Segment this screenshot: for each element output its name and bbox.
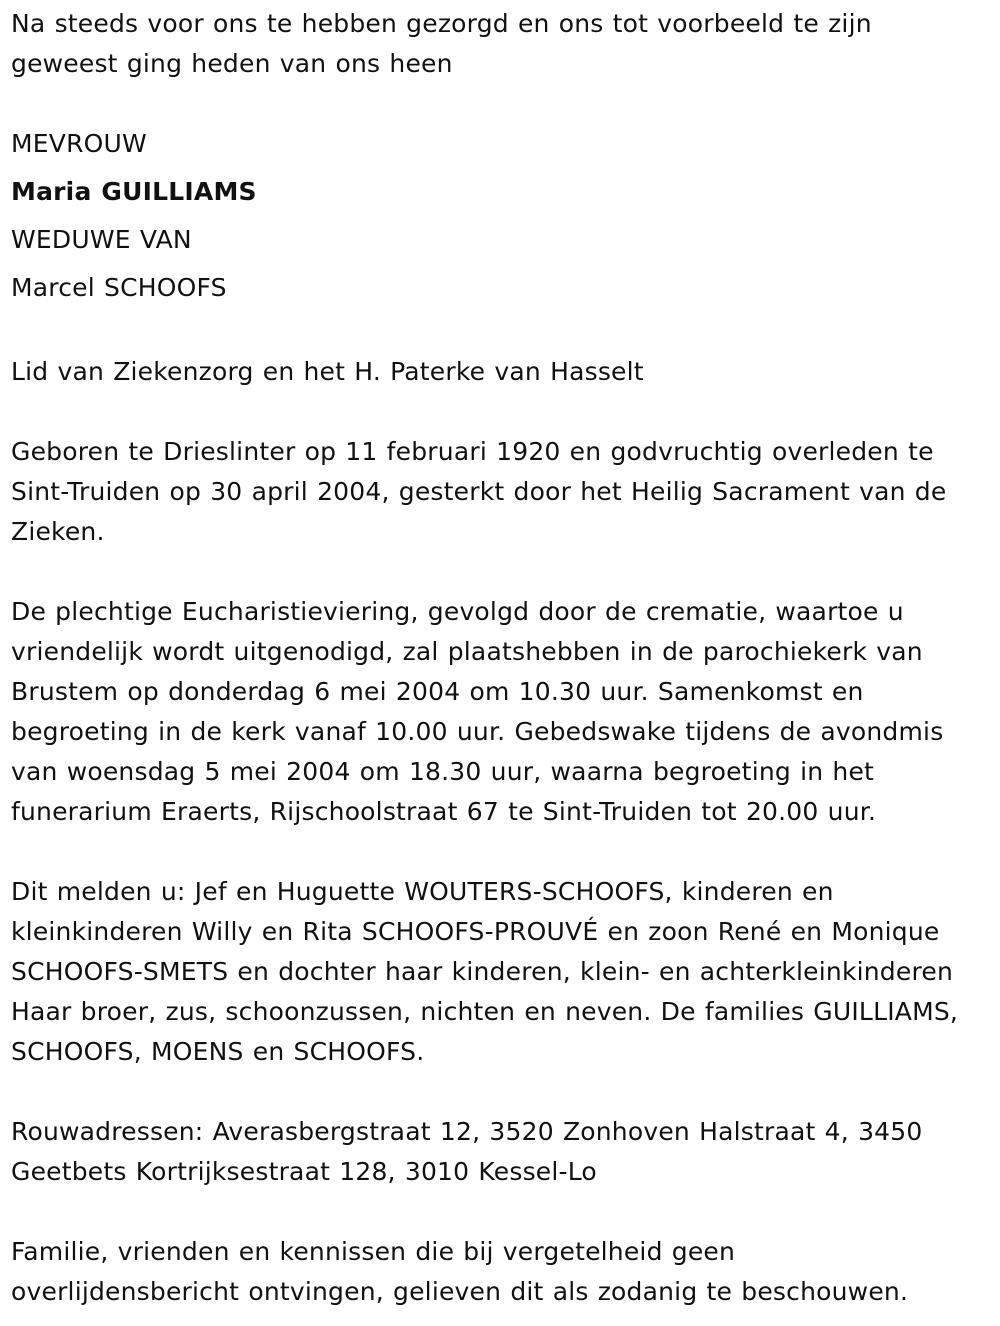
address-line: Geetbets Kortrijksestraat 128, 3010 Kessel-Lo: [11, 1157, 597, 1186]
ceremony-line: funerarium Eraerts, Rijschoolstraat 67 te Sint-Truiden tot 20.00 uur.: [11, 797, 877, 826]
paragraph-spacer: [11, 552, 993, 592]
birth-death-line: Geboren te Drieslinter op 11 februari 1920 en godvruchtig overleden te: [11, 437, 934, 466]
family-line: SCHOOFS, MOENS en SCHOOFS.: [11, 1037, 425, 1066]
intro-line: Na steeds voor ons te hebben gezorgd en ons tot voorbeeld te zijn: [11, 9, 872, 38]
paragraph-spacer: [11, 84, 993, 124]
paragraph-spacer: [11, 1072, 993, 1112]
family-line: kleinkinderen Willy en Rita SCHOOFS-PROUVÉ en zoon René en Monique: [11, 917, 940, 946]
intro-paragraph: [11, 4, 993, 84]
ceremony-line: van woensdag 5 mei 2004 om 18.30 uur, waarna begroeting in het: [11, 757, 875, 786]
ceremony-paragraph: [11, 592, 993, 832]
membership-paragraph: [11, 352, 993, 392]
deceased-block: [11, 120, 993, 312]
ceremony-line: De plechtige Eucharistieviering, gevolgd door de crematie, waartoe u: [11, 597, 904, 626]
ceremony-line: Brustem op donderdag 6 mei 2004 om 10.30 uur. Samenkomst en: [11, 677, 864, 706]
family-line: SCHOOFS-SMETS en dochter haar kinderen, klein- en achterkleinkinderen: [11, 957, 954, 986]
paragraph-spacer: [11, 832, 993, 872]
closing-line: Familie, vrienden en kennissen die bij vergetelheid geen: [11, 1237, 736, 1266]
closing-paragraph: [11, 1232, 993, 1312]
intro-line: geweest ging heden van ons heen: [11, 49, 453, 78]
ceremony-line: vriendelijk wordt uitgenodigd, zal plaatshebben in de parochiekerk van: [11, 637, 923, 666]
deceased-title: MEVROUW: [11, 129, 147, 158]
addresses-paragraph: [11, 1112, 993, 1192]
obituary-document: [11, 4, 993, 1312]
family-line: Dit melden u: Jef en Huguette WOUTERS-SCHOOFS, kinderen en: [11, 877, 834, 906]
birth-death-line: Zieken.: [11, 517, 105, 546]
paragraph-spacer: [11, 392, 993, 432]
ceremony-line: begroeting in de kerk vanaf 10.00 uur. Gebedswake tijdens de avondmis: [11, 717, 944, 746]
paragraph-spacer: [11, 1192, 993, 1232]
family-line: Haar broer, zus, schoonzussen, nichten en neven. De families GUILLIAMS,: [11, 997, 959, 1026]
deceased-name: Maria GUILLIAMS: [11, 177, 257, 206]
family-paragraph: [11, 872, 993, 1072]
membership-line: Lid van Ziekenzorg en het H. Paterke van Hasselt: [11, 357, 644, 386]
birth-death-paragraph: [11, 432, 993, 552]
deceased-relation: WEDUWE VAN: [11, 225, 192, 254]
paragraph-spacer: [11, 312, 993, 352]
spouse-name: Marcel SCHOOFS: [11, 273, 227, 302]
birth-death-line: Sint-Truiden op 30 april 2004, gesterkt door het Heilig Sacrament van de: [11, 477, 947, 506]
address-line: Rouwadressen: Averasbergstraat 12, 3520 Zonhoven Halstraat 4, 3450: [11, 1117, 923, 1146]
closing-line: overlijdensbericht ontvingen, gelieven dit als zodanig te beschouwen.: [11, 1277, 909, 1306]
